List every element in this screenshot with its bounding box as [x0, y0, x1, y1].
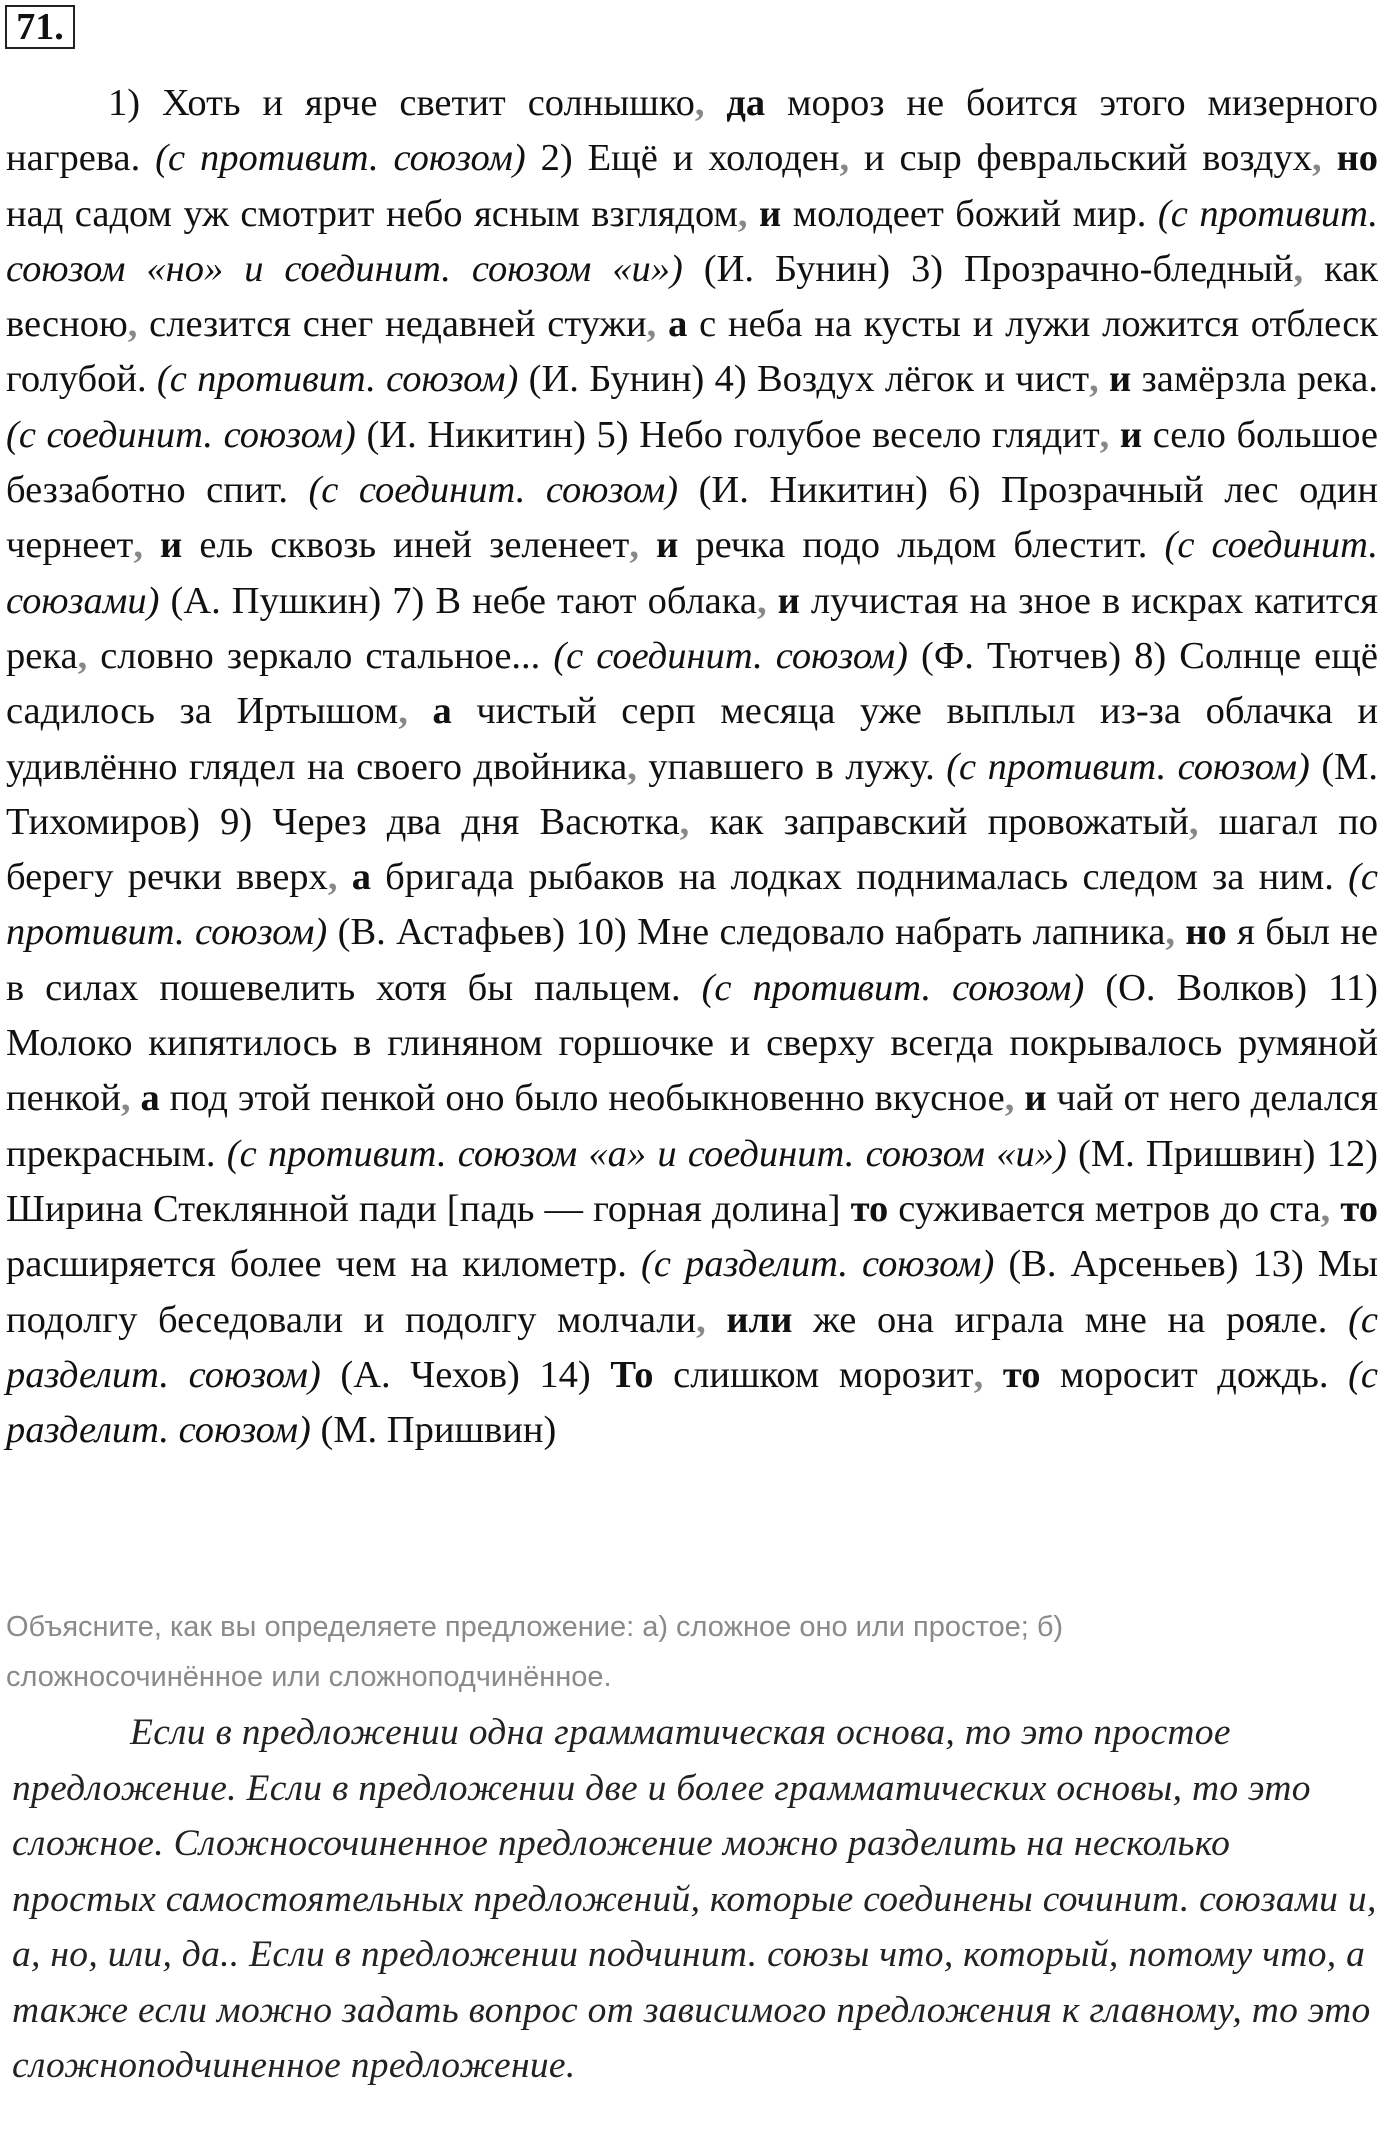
- comma-mark: ,: [694, 82, 705, 124]
- conjunction: и: [777, 579, 800, 622]
- sentence-text: речка подо льдом блестит.: [678, 524, 1165, 567]
- comma-mark: ,: [398, 690, 408, 733]
- sentence-text: [1109, 414, 1120, 456]
- annotation: (с противит. союзом): [701, 966, 1085, 1009]
- comma-mark: ,: [839, 137, 850, 180]
- sentence-text: под этой пенкой оно было необыкновенно вкусное: [159, 1077, 1005, 1120]
- sentence-text: чай от него делался прекрасным.: [6, 1077, 1378, 1175]
- annotation: (с противит. союзом «но» и соединит. союзом «и»): [6, 192, 1379, 290]
- conjunction: а: [351, 856, 371, 899]
- conjunction: и: [1109, 358, 1132, 401]
- comma-mark: ,: [1165, 911, 1175, 954]
- sentence-text: [1099, 358, 1109, 400]
- annotation: (с соединит. союзами): [6, 524, 1378, 622]
- comma-mark: ,: [737, 192, 748, 235]
- conjunction: да: [726, 82, 766, 124]
- conjunction: а: [432, 690, 452, 733]
- answer-text: Если в предложении одна грамматическая основа, то это простое предложение. Если в предложении две и более грамматических основы, то это сложное. Сложносочиненное предложение можно разделить на несколько простых самостоятельных предложений, которые соединены сочинит. союзами и, а, но, или, да.. Если в предложении подчинит. союзы что, который, потому что, а также если можно задать вопрос от зависимого предложения к главному, то это сложноподчиненное предложение.: [12, 1712, 1377, 2086]
- sentence-text: бригада рыбаков на лодках поднималась следом за ним.: [370, 856, 1349, 899]
- annotation: (с соединит. союзом): [308, 469, 679, 512]
- sentence-text: как заправский провожатый: [689, 800, 1189, 843]
- sentence-text: моросит дождь.: [1040, 1353, 1349, 1396]
- sentence-text: (Ф. Тютчев) 8) Солнце ещё садилось за Иртышом: [6, 634, 1378, 733]
- sentence-text: суживается метров до ста: [888, 1187, 1321, 1230]
- comma-mark: ,: [646, 303, 657, 346]
- annotation: (с противит. союзом): [156, 358, 519, 401]
- annotation: (с разделит. союзом): [6, 1298, 1378, 1396]
- sentence-text: ель сквозь иней зеленеет: [182, 524, 630, 567]
- sentence-text: (А. Пушкин) 7) В небе тают облака: [159, 579, 757, 622]
- comma-mark: ,: [1004, 1077, 1015, 1120]
- conjunction: и: [759, 192, 782, 235]
- sentence-text: [656, 303, 668, 345]
- conjunction: а: [668, 303, 688, 346]
- sentence-text: и сыр февральский воздух: [849, 137, 1313, 180]
- sentence-text: [767, 580, 778, 622]
- sentence-text: (И. Бунин) 4) Воздух лёгок и чист: [518, 358, 1090, 401]
- sentence-text: шагал по берегу речки вверх: [6, 800, 1378, 899]
- sentence-text: [1330, 1188, 1340, 1230]
- conjunction: и: [1024, 1077, 1047, 1120]
- sentence-text: [706, 1299, 727, 1341]
- sentence-text: [704, 82, 726, 124]
- sentence-text: молодеет божий мир.: [781, 192, 1158, 235]
- annotation: (с соединит. союзом): [6, 413, 356, 456]
- sentence-text: над садом уж смотрит небо ясным взглядом: [6, 192, 738, 235]
- comma-mark: ,: [629, 524, 639, 567]
- comma-mark: ,: [1188, 800, 1199, 843]
- sentence-text: село большое беззаботно спит.: [6, 413, 1379, 512]
- conjunction: но: [1185, 911, 1227, 954]
- comma-mark: ,: [327, 856, 338, 899]
- conjunction: то: [1002, 1353, 1041, 1396]
- comma-mark: ,: [679, 800, 690, 843]
- sentence-text: [337, 856, 351, 898]
- sentence-text: я был не в силах пошевелить хотя бы пальцем.: [6, 911, 1378, 1009]
- sentence-text: 2) Ещё и холоден: [525, 137, 840, 180]
- annotation: (с соединит. союзом): [553, 634, 908, 677]
- sentence-text: [131, 1077, 141, 1119]
- sentence-text: (А. Чехов) 14): [320, 1353, 611, 1396]
- sentence-text: [408, 690, 433, 732]
- sentence-text: [747, 193, 759, 235]
- comma-mark: ,: [127, 303, 138, 346]
- sentence-text: 1) Хоть и ярче светит солнышко: [108, 82, 695, 124]
- question-text: Объясните, как вы определяете предложение: а) сложное оно или простое; б) сложносочинённое или сложноподчинённое.: [6, 1611, 1064, 1693]
- sentence-text: (И. Никитин) 6) Прозрачный лес один чернеет: [6, 469, 1379, 567]
- comma-mark: ,: [1312, 137, 1322, 180]
- conjunction: и: [160, 524, 183, 567]
- conjunction: и: [656, 524, 679, 567]
- sentence-text: [639, 524, 656, 566]
- sentence-text: лучистая на зное в искрах катится река: [6, 579, 1378, 677]
- sentence-text: (М. Пришвин): [310, 1409, 557, 1452]
- sentence-text: упавшего в лужу.: [636, 745, 947, 788]
- annotation: (с противит. союзом): [946, 745, 1310, 788]
- sentence-text: чистый серп месяца уже выплыл из-за облачка и удивлённо глядел на своего двойника: [6, 690, 1379, 788]
- sentence-text: (В. Астафьев) 10) Мне следовало набрать лапника: [327, 911, 1166, 954]
- sentence-text: (М. Тихомиров) 9) Через два дня Васютка: [6, 745, 1378, 843]
- sentence-text: [143, 524, 160, 566]
- comma-mark: ,: [120, 1077, 131, 1120]
- sentence-text: [1322, 137, 1337, 179]
- sentence-text: (И. Бунин) 3) Прозрачно-бледный: [682, 247, 1294, 290]
- sentence-text: словно зеркало стальное...: [87, 634, 554, 677]
- annotation: (с противит. союзом): [6, 856, 1378, 954]
- comma-mark: ,: [77, 634, 88, 677]
- comma-mark: ,: [1099, 413, 1110, 456]
- sentence-text: [983, 1354, 1003, 1396]
- conjunction: То: [610, 1353, 654, 1396]
- sentence-text: замёрзла река.: [1131, 358, 1378, 401]
- annotation: (с противит. союзом «а» и соединит. союзом «и»): [226, 1132, 1067, 1175]
- sentence-text: [1175, 911, 1185, 953]
- sentence-text: слезится снег недавней стужи: [137, 303, 647, 346]
- sentence-text: (В. Арсеньев) 13) Мы подолгу беседовали и подолгу молчали: [6, 1243, 1378, 1341]
- sentence-text: [1014, 1077, 1024, 1119]
- exercise-number: 71.: [5, 5, 75, 49]
- exercise-text: [6, 76, 1378, 1458]
- comma-mark: ,: [973, 1353, 984, 1396]
- sentence-text: с неба на кусты и лужи ложится отблеск голубой.: [6, 303, 1378, 401]
- comma-mark: ,: [1089, 358, 1099, 401]
- sentence-text: (М. Пришвин) 12) Ширина Стеклянной пади [падь — горная долина]: [6, 1132, 1378, 1230]
- sentence-text: слишком морозит: [653, 1353, 974, 1396]
- sentence-text: же она играла мне на рояле.: [792, 1298, 1349, 1341]
- conjunction: но: [1336, 137, 1378, 180]
- conjunction: то: [1340, 1187, 1378, 1230]
- sentence-text: (И. Никитин) 5) Небо голубое весело глядит: [355, 413, 1100, 456]
- conjunction: или: [726, 1298, 793, 1341]
- comma-mark: ,: [1293, 247, 1304, 290]
- conjunction: то: [850, 1187, 889, 1230]
- comma-mark: ,: [756, 579, 767, 622]
- comma-mark: ,: [133, 524, 143, 567]
- comma-mark: ,: [627, 745, 637, 788]
- sentence-text: (О. Волков) 11) Молоко кипятилось в глиняном горшочке и сверху всегда покрывалось румяной пенкой: [6, 966, 1378, 1120]
- comma-mark: ,: [696, 1298, 706, 1341]
- annotation: (с противит. союзом): [155, 137, 526, 180]
- conjunction: и: [1119, 413, 1143, 456]
- annotation: (с разделит. союзом): [6, 1353, 1378, 1452]
- sentence-text: расширяется более чем на километр.: [6, 1243, 641, 1286]
- comma-mark: ,: [1320, 1187, 1331, 1230]
- sentence-text: как весною: [6, 247, 1379, 346]
- annotation: (с разделит. союзом): [641, 1243, 995, 1286]
- sentence-text: мороз не боится этого мизерного нагрева.: [6, 82, 1379, 180]
- conjunction: а: [140, 1077, 160, 1120]
